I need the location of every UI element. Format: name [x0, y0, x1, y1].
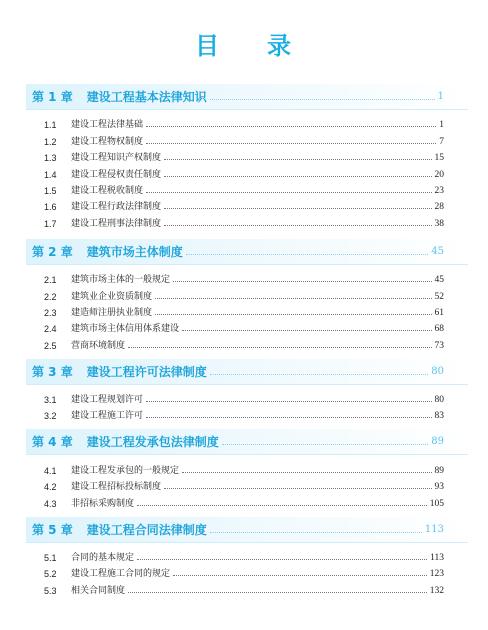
leader-dots [128, 592, 427, 593]
section-entry[interactable] [44, 476, 444, 492]
section-page: 80 [434, 395, 444, 406]
section-title: 建设工程税收制度 [71, 185, 144, 196]
section-entry[interactable] [44, 285, 444, 301]
chapter-title: 建设工程许可法律制度 [86, 364, 207, 379]
leader-dots [146, 417, 431, 418]
section-page: 83 [434, 411, 444, 422]
leader-dots [182, 330, 431, 331]
section-entry[interactable] [44, 492, 444, 508]
chapter-page: 1 [437, 91, 444, 102]
leader-dots [137, 505, 427, 506]
section-number: 1.7 [44, 218, 57, 229]
chapter-page: 89 [431, 436, 444, 448]
section-page: 93 [434, 482, 444, 493]
section-number: 2.2 [44, 291, 57, 302]
section-number: 4.3 [44, 498, 57, 509]
section-entry[interactable] [44, 269, 444, 285]
section-number: 1.1 [44, 120, 57, 131]
section-page: 73 [434, 340, 444, 351]
chapter-number: 第 1 章 [32, 90, 73, 104]
leader-dots [155, 298, 431, 299]
chapter-heading[interactable] [26, 359, 468, 385]
section-page: 20 [434, 169, 444, 180]
section-title: 建设工程知识产权制度 [71, 153, 162, 164]
section-title: 建筑市场主体的一般规定 [71, 275, 171, 286]
leader-dots [137, 559, 427, 560]
section-entry[interactable] [44, 389, 444, 405]
section-entry[interactable] [44, 579, 444, 595]
section-page: 89 [434, 465, 444, 476]
section-page: 68 [434, 324, 444, 335]
section-number: 1.5 [44, 185, 57, 196]
section-number: 5.2 [44, 569, 57, 580]
leader-dots [173, 575, 427, 576]
section-title: 建设工程侵权责任制度 [71, 169, 162, 180]
section-page: 28 [434, 202, 444, 213]
leader-dots [146, 401, 431, 402]
section-page: 132 [429, 585, 444, 596]
section-page: 105 [429, 498, 444, 509]
leader-dots [128, 347, 431, 348]
section-number: 2.3 [44, 307, 57, 318]
leader-dots [182, 472, 431, 473]
section-page: 61 [434, 307, 444, 318]
chapter-heading[interactable] [26, 517, 468, 543]
section-number: 2.5 [44, 340, 57, 351]
section-title: 建设工程施工合同的规定 [71, 569, 171, 580]
section-title: 建筑业企业资质制度 [71, 291, 153, 302]
section-title: 营商环境制度 [71, 340, 126, 351]
leader-dots [210, 532, 422, 533]
section-page: 15 [434, 153, 444, 164]
section-title: 相关合同制度 [71, 585, 126, 596]
chapter-heading[interactable] [26, 429, 468, 455]
leader-dots [222, 444, 429, 445]
section-title: 建设工程物权制度 [71, 136, 144, 147]
section-entry[interactable] [44, 114, 444, 130]
section-number: 4.2 [44, 482, 57, 493]
section-entry[interactable] [44, 147, 444, 163]
section-entry[interactable] [44, 547, 444, 563]
leader-dots [146, 192, 431, 193]
section-entry[interactable] [44, 563, 444, 579]
section-number: 1.2 [44, 136, 57, 147]
section-number: 3.2 [44, 411, 57, 422]
leader-dots [164, 208, 431, 209]
section-entry[interactable] [44, 302, 444, 318]
leader-dots [186, 254, 429, 255]
chapter-page: 45 [431, 245, 444, 257]
section-entry[interactable] [44, 196, 444, 212]
section-title: 建造师注册执业制度 [71, 307, 153, 318]
section-title: 建筑市场主体信用体系建设 [71, 324, 180, 335]
section-entry[interactable] [44, 334, 444, 350]
section-entry[interactable] [44, 459, 444, 475]
chapter-number: 第 3 章 [32, 364, 73, 379]
chapter-page: 80 [431, 365, 444, 377]
chapter-page: 113 [424, 523, 444, 535]
section-title: 非招标采购制度 [71, 498, 135, 509]
section-number: 1.4 [44, 169, 57, 180]
section-page: 38 [434, 218, 444, 229]
section-title: 建设工程招标投标制度 [71, 482, 162, 493]
chapter-number: 第 5 章 [32, 522, 73, 537]
table-of-contents [0, 84, 488, 596]
leader-dots [164, 488, 431, 489]
section-page: 123 [429, 569, 444, 580]
section-title: 建设工程行政法律制度 [71, 202, 162, 213]
section-entry[interactable] [44, 130, 444, 146]
chapter-heading[interactable] [26, 84, 468, 110]
chapter-number: 第 2 章 [32, 244, 73, 259]
section-entry[interactable] [44, 405, 444, 421]
section-entry[interactable] [44, 163, 444, 179]
section-title: 建设工程刑事法律制度 [71, 218, 162, 229]
section-page: 1 [439, 120, 444, 131]
section-page: 7 [439, 136, 444, 147]
leader-dots [164, 159, 431, 160]
section-page: 23 [434, 185, 444, 196]
chapter-heading[interactable] [26, 239, 468, 265]
section-number: 3.1 [44, 395, 57, 406]
section-entry[interactable] [44, 212, 444, 228]
section-title: 建设工程法律基础 [71, 120, 144, 131]
section-number: 5.3 [44, 585, 57, 596]
section-entry[interactable] [44, 318, 444, 334]
section-title: 建设工程施工许可 [71, 411, 144, 422]
leader-dots [164, 225, 431, 226]
title-left: 目 [195, 32, 221, 60]
chapter-title: 建设工程合同法律制度 [86, 522, 207, 537]
section-number: 2.1 [44, 275, 57, 286]
section-number: 1.3 [44, 153, 57, 164]
chapter-number: 第 4 章 [32, 435, 73, 450]
page-title [0, 26, 488, 61]
leader-dots [155, 314, 431, 315]
leader-dots [173, 281, 431, 282]
leader-dots [146, 143, 436, 144]
section-number: 5.1 [44, 553, 57, 564]
section-number: 1.6 [44, 202, 57, 213]
section-entry[interactable] [44, 180, 444, 196]
leader-dots [164, 176, 431, 177]
leader-dots [210, 374, 429, 375]
chapter-title: 建设工程基本法律知识 [86, 90, 207, 104]
section-number: 2.4 [44, 324, 57, 335]
section-title: 合同的基本规定 [71, 553, 135, 564]
section-title: 建设工程发承包的一般规定 [71, 465, 180, 476]
leader-dots [210, 99, 435, 100]
section-page: 45 [434, 275, 444, 286]
title-right: 录 [267, 32, 293, 60]
section-page: 52 [434, 291, 444, 302]
leader-dots [146, 126, 436, 127]
section-page: 113 [430, 553, 444, 564]
section-number: 4.1 [44, 465, 57, 476]
chapter-title: 建设工程发承包法律制度 [86, 435, 219, 450]
section-title: 建设工程规划许可 [71, 395, 144, 406]
chapter-title: 建筑市场主体制度 [86, 244, 183, 259]
